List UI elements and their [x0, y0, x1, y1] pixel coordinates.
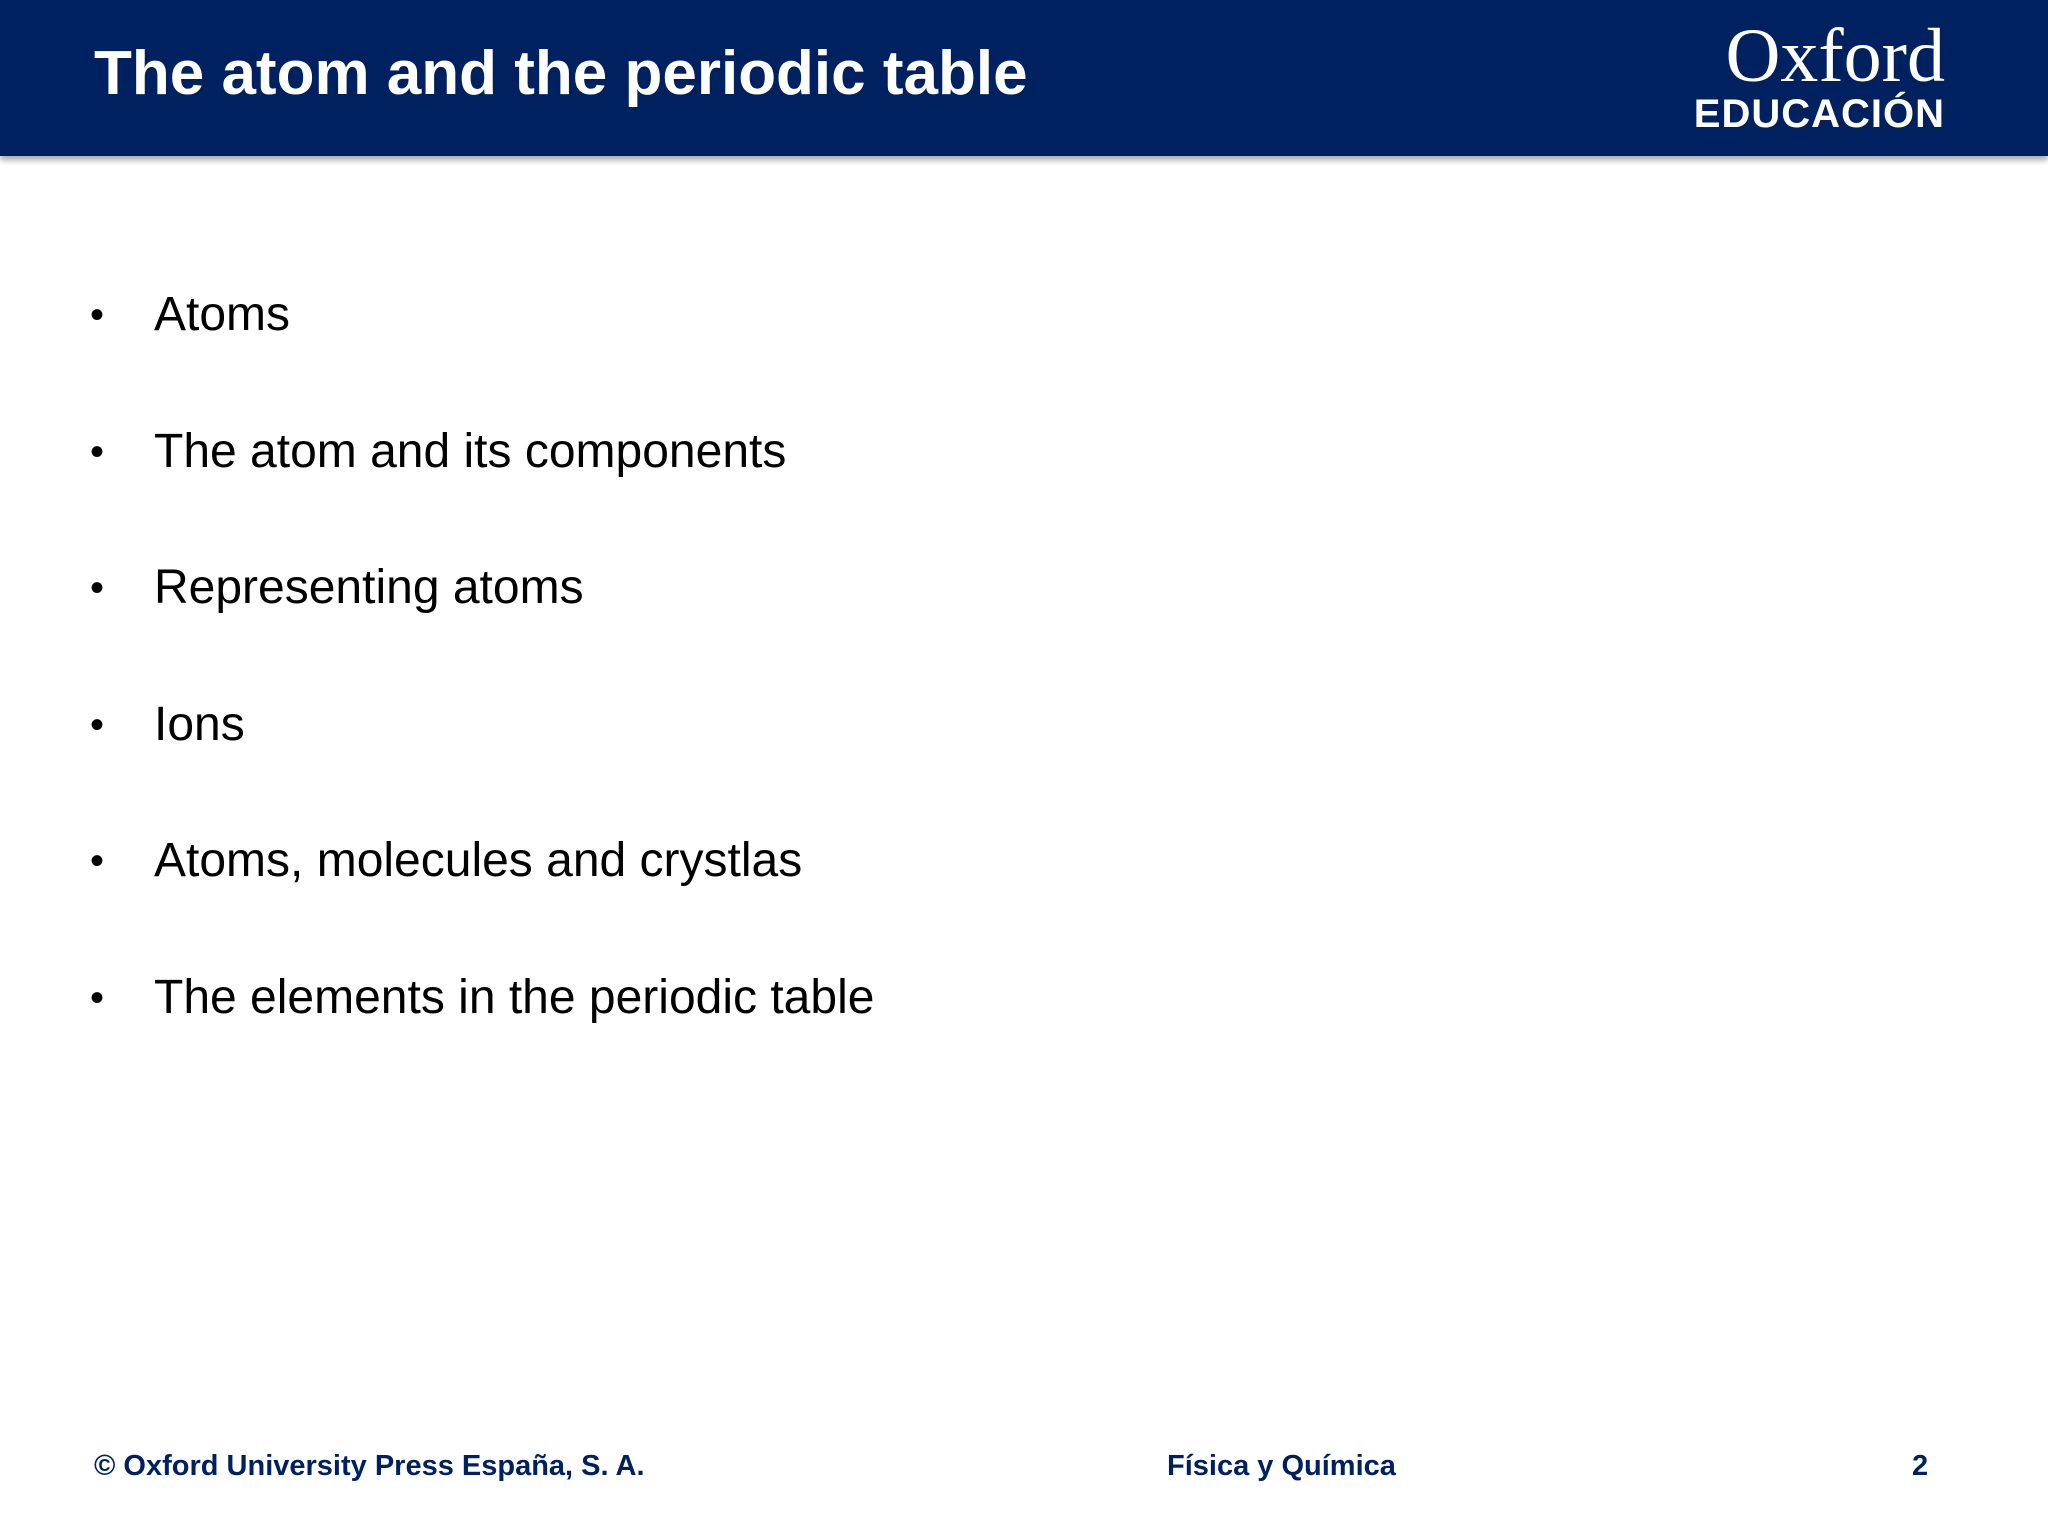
- footer-copyright: © Oxford University Press España, S. A.: [94, 1450, 645, 1482]
- bullet-text: The atom and its components: [154, 424, 787, 478]
- bullet-icon: •: [90, 429, 105, 474]
- oxford-educacion-logo: [1685, 14, 1945, 136]
- bullet-text: Atoms, molecules and crystlas: [154, 834, 803, 887]
- bullet-icon: •: [90, 566, 105, 610]
- bullet-text: The elements in the periodic table: [154, 970, 875, 1024]
- footer-page-number: 2: [1912, 1450, 1929, 1482]
- header-bar: [0, 0, 2048, 156]
- logo-wordmark: Oxford: [1725, 14, 1945, 98]
- bullet-icon: •: [90, 702, 105, 747]
- bullet-icon: •: [90, 293, 105, 337]
- bullet-text: Ions: [154, 697, 245, 751]
- logo-subtitle: EDUCACIÓN: [1693, 92, 1945, 136]
- footer-subject: Física y Química: [1167, 1450, 1396, 1482]
- bullet-text: Representing atoms: [154, 561, 584, 614]
- bullet-icon: •: [90, 839, 105, 883]
- bullet-text: Atoms: [154, 288, 291, 341]
- bullet-icon: •: [90, 975, 105, 1020]
- slide-title: The atom and the periodic table: [94, 39, 1028, 108]
